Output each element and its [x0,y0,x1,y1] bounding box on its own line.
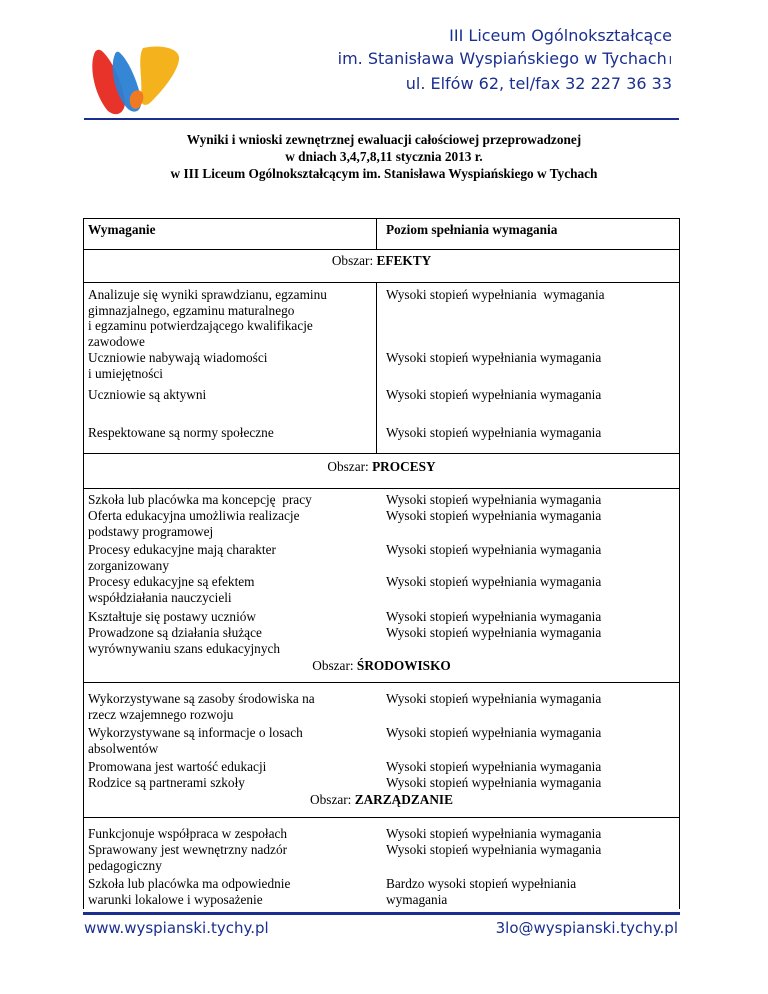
footer-website-link[interactable]: www.wyspianski.tychy.pl [84,919,269,937]
requirement-cell: Sprawowany jest wewnętrzny nadzór pedagogiczny [88,842,288,873]
level-cell: Wysoki stopień wypełniania wymagania [386,775,602,790]
level-cell: Wysoki stopień wypełniania wymagania [386,508,602,523]
requirement-cell: Rodzice są partnerami szkoły [88,775,245,790]
requirement-cell: Kształtuje się postawy uczniów [88,609,257,624]
page-marker: I [668,54,672,67]
requirement-cell: Szkoła lub placówka ma koncepcję pracy [88,492,312,507]
requirement-cell: Uczniowie są aktywni [88,387,207,402]
table-divider [83,682,680,683]
requirement-cell: Szkoła lub placówka ma odpowiednie warunki lokalowe i wyposażenie [88,876,291,907]
requirement-cell: Promowana jest wartość edukacji [88,759,267,774]
area-heading-srodowisko: Obszar: ŚRODOWISKO [312,658,451,673]
level-cell: Wysoki stopień wypełniania wymagania [386,625,602,640]
column-divider [376,218,377,249]
header-rule [84,118,679,120]
requirement-cell: Procesy edukacyjne są efektem współdziałania nauczycieli [88,574,255,605]
table-divider [83,817,680,818]
footer-email-link[interactable]: 3lo@wyspianski.tychy.pl [495,919,678,937]
footer-rule [83,912,680,915]
requirement-cell: Prowadzone są działania służące wyrównywaniu szans edukacyjnych [88,625,281,656]
school-patron: im. Stanisława Wyspiańskiego w Tychach I [337,49,672,68]
school-address: ul. Elfów 62, tel/fax 32 227 36 33 [405,74,672,93]
level-cell: Wysoki stopień wypełniania wymagania [386,759,602,774]
document-title: Wyniki i wnioski zewnętrznej ewaluacji całościowej przeprowadzonej w dniach 3,4,7,8,11 stycznia 2013 r. w III Liceum Ogólnokształcącym im. Stanisława Wyspiańskiego w Tychach [170,132,598,181]
requirement-cell: Procesy edukacyjne mają charakter zorganizowany [88,542,276,573]
requirement-cell: Uczniowie nabywają wiadomości i umiejętności [88,350,268,381]
level-cell: Wysoki stopień wypełniania wymagania [386,542,602,557]
area-heading-efekty: Obszar: EFEKTY [331,253,432,268]
requirement-cell: Wykorzystywane są zasoby środowiska na rzecz wzajemnego rozwoju [88,691,315,722]
requirement-cell: Respektowane są normy społeczne [88,425,274,440]
level-cell: Wysoki stopień wypełniania wymagania [386,691,602,706]
school-header [338,24,672,95]
table-divider [83,488,680,489]
level-cell: Wysoki stopień wypełniania wymagania [386,842,602,857]
level-cell: Wysoki stopień wypełniania wymagania [386,492,602,507]
table-divider [83,453,680,454]
column-header-level: Poziom spełniania wymagania [386,222,558,237]
level-cell: Wysoki stopień wypełniania wymagania [386,609,602,624]
column-divider [376,282,377,453]
level-cell: Wysoki stopień wypełniania wymagania [386,574,602,589]
level-cell: Wysoki stopień wypełniania wymagania [386,287,605,302]
level-cell: Wysoki stopień wypełniania wymagania [386,826,602,841]
school-logo [85,44,185,120]
level-cell: Wysoki stopień wypełniania wymagania [386,387,602,402]
table-divider [83,282,680,283]
requirement-cell: Analizuje się wyniki sprawdzianu, egzaminu gimnazjalnego, egzaminu maturalnego i egzaminu potwierdzającego kwalifikacje zawodowe [88,287,327,349]
area-heading-zarzadzanie: Obszar: ZARZĄDZANIE [310,792,453,807]
level-cell: Wysoki stopień wypełniania wymagania [386,725,602,740]
school-name: III Liceum Ogólnokształcące [449,26,672,45]
requirement-cell: Oferta edukacyjna umożliwia realizacje podstawy programowej [88,508,300,539]
requirement-cell: Wykorzystywane są informacje o losach absolwentów [88,725,303,756]
level-cell: Bardzo wysoki stopień wypełniania wymagania [386,876,577,907]
level-cell: Wysoki stopień wypełniania wymagania [386,425,602,440]
area-heading-procesy: Obszar: PROCESY [327,459,436,474]
column-header-requirement: Wymaganie [88,222,156,237]
table-divider [83,249,680,250]
level-cell: Wysoki stopień wypełniania wymagania [386,350,602,365]
requirement-cell: Funkcjonuje współpraca w zespołach [88,826,288,841]
